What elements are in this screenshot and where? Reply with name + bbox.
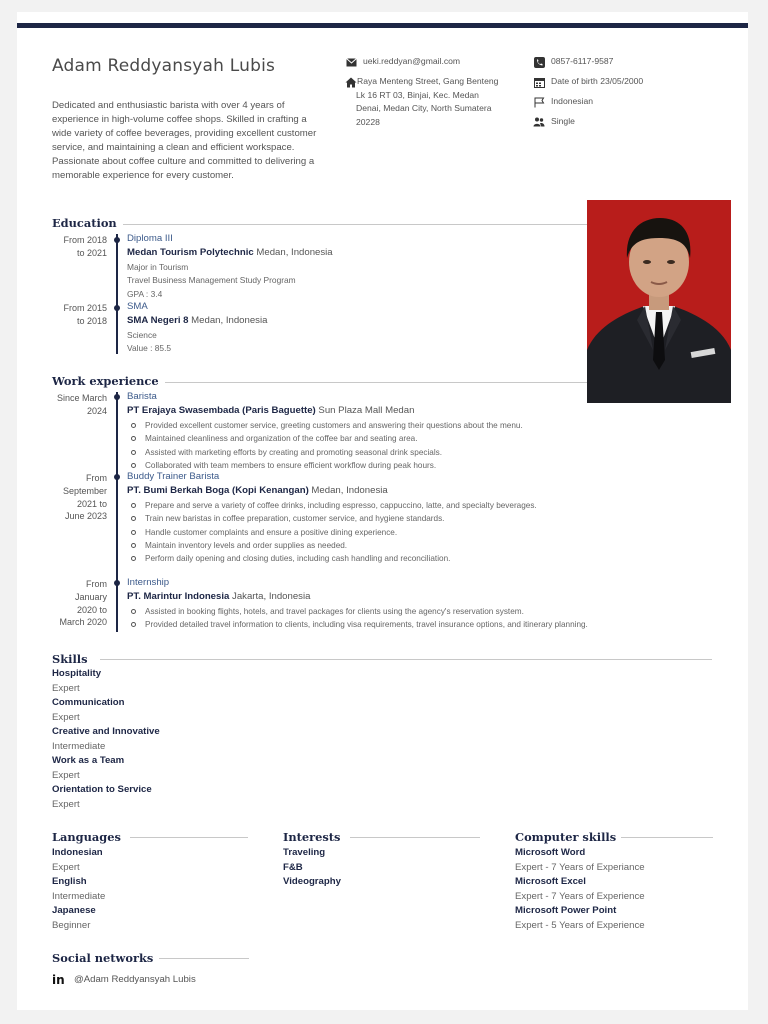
work-1-bullets [127, 419, 523, 472]
skill-level: Expert [52, 769, 80, 781]
list-item: Maintained cleanliness and organization of the coffee bar and seating area. [127, 432, 523, 445]
language-level: Beginner [52, 919, 91, 931]
phone-icon [533, 56, 545, 68]
work-2-date [37, 472, 107, 523]
list-item: Prepare and serve a variety of coffee drinks, including espresso, cappuccino, latte, and specialty beverages. [127, 499, 537, 512]
software-name: Microsoft Power Point [515, 905, 617, 916]
address-line-4: 20228 [356, 116, 380, 127]
education-1-school [127, 247, 333, 258]
language-name: English [52, 876, 87, 887]
list-item: Maintain inventory levels and order supplies as needed. [127, 539, 537, 552]
interests-divider [350, 837, 480, 838]
list-item: Provided excellent customer service, greeting customers and answering their questions about the menu. [127, 419, 523, 432]
work-divider [165, 382, 587, 383]
education-timeline [116, 234, 118, 354]
education-2-details [127, 329, 171, 356]
list-item: Provided detailed travel information to clients, including visa requirements, travel insurance options, and itinerary planning. [127, 618, 588, 631]
nationality-text: Indonesian [551, 96, 594, 106]
timeline-dot [114, 580, 120, 586]
company-location: Jakarta, Indonesia [229, 591, 311, 602]
skill-name: Work as a Team [52, 755, 125, 766]
school-location: Medan, Indonesia [188, 315, 268, 326]
list-item: Handle customer complaints and ensure a positive dining experience. [127, 526, 537, 539]
date-line: September [62, 485, 107, 496]
social-divider [159, 958, 249, 959]
profile-photo [587, 200, 731, 403]
contact-email[interactable] [345, 55, 525, 69]
date-line: From [86, 473, 107, 483]
skill-level: Expert [52, 798, 80, 810]
interest-item: F&B [283, 861, 303, 873]
date-line: Since March [56, 393, 107, 403]
work-1-role: Barista [127, 391, 157, 402]
work-2-role: Buddy Trainer Barista [127, 471, 220, 482]
date-line: From 2015 [63, 303, 107, 313]
company-name: PT Erajaya Swasembada (Paris Baguette) [127, 405, 316, 416]
candidate-name: Adam Reddyansyah Lubis [52, 56, 276, 76]
education-2-degree: SMA [127, 301, 148, 312]
date-line: March 2020 [59, 617, 107, 628]
date-line: to 2021 [76, 247, 107, 258]
envelope-icon [345, 56, 357, 68]
software-name: Microsoft Excel [515, 876, 586, 887]
languages-list [52, 846, 105, 933]
profile-summary: Dedicated and enthusiastic barista with over 4 years of experience in high-volume coffee shops. Skilled in crafting a wide variety of coffee beverages, providing excellent customer service, and maintaining a clean and efficient workspace. Passionate about coffee culture and committed to delivering a memorable experience for every customer. [52, 100, 317, 182]
contact-address [345, 75, 525, 131]
language-name: Indonesian [52, 847, 103, 858]
work-2-bullets [127, 499, 537, 565]
date-line: 2020 to [76, 604, 107, 615]
linkedin-icon: in [52, 973, 65, 987]
list-item: Assisted in booking flights, hotels, and travel packages for clients using the agency's reservation system. [127, 605, 588, 618]
work-1-date [37, 392, 107, 418]
interests-heading: Interests [283, 830, 341, 844]
languages-heading: Languages [52, 830, 121, 844]
resume-page [17, 12, 748, 1010]
contact-dob [533, 75, 713, 89]
software-name: Microsoft Word [515, 847, 586, 858]
software-level: Expert - 7 Years of Experience [515, 890, 645, 902]
company-name: PT. Bumi Berkah Boga (Kopi Kenangan) [127, 485, 309, 496]
work-heading: Work experience [52, 374, 159, 388]
contact-marital-status [533, 115, 713, 129]
date-line: 2024 [86, 405, 107, 416]
education-2-date [37, 302, 107, 328]
users-icon [533, 116, 545, 128]
language-name: Japanese [52, 905, 96, 916]
education-1-details [127, 261, 296, 301]
school-name: SMA Negeri 8 [127, 315, 189, 326]
computer-skills-heading: Computer skills [515, 830, 617, 844]
skills-list [52, 667, 160, 812]
marital-text: Single [551, 116, 575, 126]
language-level: Intermediate [52, 890, 106, 902]
skill-name: Hospitality [52, 668, 102, 679]
interests-list [283, 846, 341, 890]
skills-heading: Skills [52, 652, 88, 666]
date-line: January [74, 591, 107, 602]
date-line: 2021 to [76, 498, 107, 509]
work-timeline [116, 392, 118, 632]
skill-level: Expert [52, 682, 80, 694]
work-3-role: Internship [127, 577, 170, 588]
date-line: to 2018 [76, 315, 107, 326]
detail-line: GPA : 3.4 [127, 288, 163, 299]
interest-item: Traveling [283, 847, 326, 858]
timeline-dot [114, 305, 120, 311]
computer-skills-list [515, 846, 645, 933]
address-line-2: Lk 16 RT 03, Binjai, Kec. Medan [356, 89, 479, 100]
language-level: Expert [52, 861, 80, 873]
detail-line: Science [127, 330, 157, 340]
contact-phone[interactable] [533, 55, 713, 69]
company-location: Medan, Indonesia [308, 485, 388, 496]
skill-name: Orientation to Service [52, 784, 152, 795]
social-heading: Social networks [52, 951, 154, 965]
school-name: Medan Tourism Polytechnic [127, 247, 254, 258]
education-1-date [37, 234, 107, 260]
work-1-company [127, 405, 414, 416]
company-name: PT. Marintur Indonesia [127, 591, 230, 602]
timeline-dot [114, 394, 120, 400]
address-line-3: Denai, Medan City, North Sumatera [356, 103, 492, 114]
software-level: Expert - 5 Years of Experience [515, 919, 645, 931]
email-text: ueki.reddyan@gmail.com [363, 56, 461, 66]
linkedin-handle: @Adam Reddyansyah Lubis [74, 974, 196, 985]
education-heading: Education [52, 216, 117, 230]
timeline-dot [114, 474, 120, 480]
list-item: Train new baristas in coffee preparation, customer service, and hygiene standards. [127, 512, 537, 525]
address-line-1: Raya Menteng Street, Gang Benteng [357, 76, 499, 86]
list-item: Collaborated with team members to ensure efficient workflow during peak hours. [127, 459, 523, 472]
skill-name: Communication [52, 697, 125, 708]
detail-line: Value : 85.5 [127, 343, 172, 354]
interest-item: Videography [283, 876, 341, 887]
work-2-company [127, 485, 388, 496]
education-divider [123, 224, 587, 225]
dob-text: Date of birth 23/05/2000 [551, 76, 644, 86]
date-line: From 2018 [63, 235, 107, 245]
date-line: From [86, 579, 107, 589]
software-level: Expert - 7 Years of Experiance [515, 861, 645, 873]
calendar-icon [533, 76, 545, 88]
home-icon [345, 76, 357, 88]
flag-icon [533, 96, 545, 108]
school-location: Medan, Indonesia [253, 247, 333, 258]
timeline-dot [114, 237, 120, 243]
contact-nationality [533, 95, 713, 109]
work-3-date [37, 578, 107, 629]
work-3-company [127, 591, 310, 602]
date-line: June 2023 [64, 511, 107, 522]
computer-skills-divider [621, 837, 713, 838]
list-item: Assisted with marketing efforts by creating and promoting seasonal drink specials. [127, 446, 523, 459]
detail-line: Travel Business Management Study Program [127, 275, 296, 286]
education-1-degree: Diploma III [127, 233, 173, 244]
phone-text: 0857-6117-9587 [551, 56, 614, 66]
list-item: Perform daily opening and closing duties, including cash handling and reconciliation. [127, 552, 537, 565]
skill-name: Creative and Innovative [52, 726, 160, 737]
languages-divider [130, 837, 248, 838]
work-3-bullets [127, 605, 588, 632]
education-2-school [127, 315, 267, 326]
skills-divider [100, 659, 712, 660]
detail-line: Major in Tourism [127, 262, 189, 272]
company-location: Sun Plaza Mall Medan [315, 405, 415, 416]
top-accent-bar [17, 23, 748, 28]
skill-level: Intermediate [52, 740, 106, 752]
skill-level: Expert [52, 711, 80, 723]
